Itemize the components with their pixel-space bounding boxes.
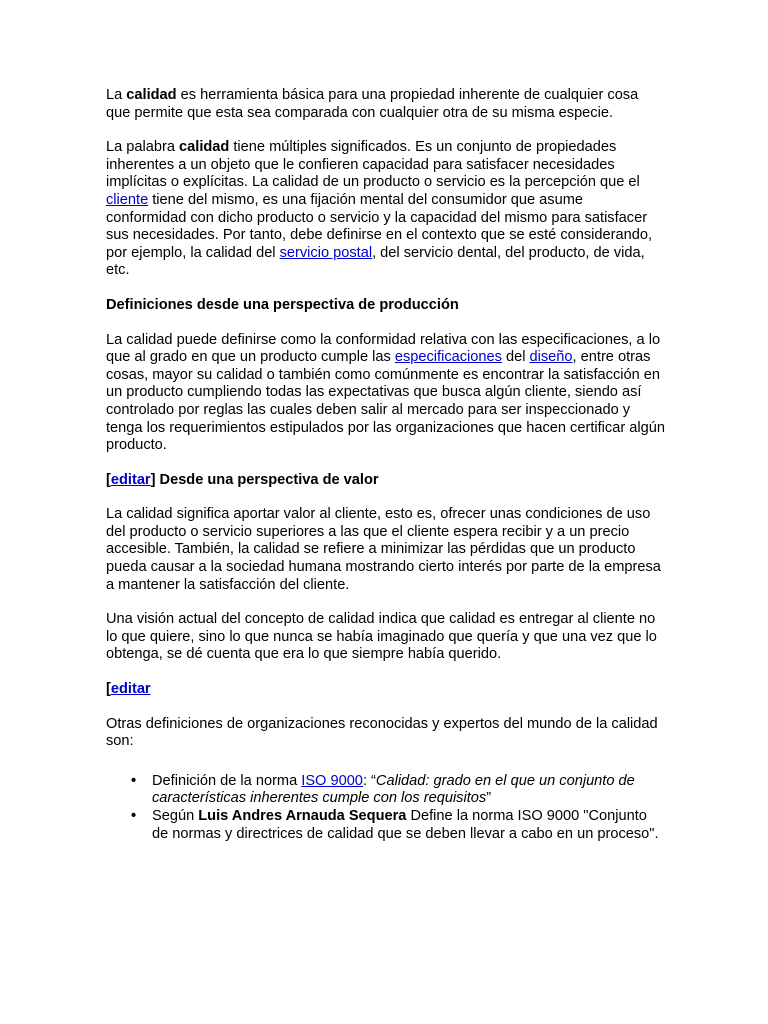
especificaciones-link[interactable]: especificaciones (394, 349, 502, 366)
definitions-list (106, 773, 666, 843)
list-item: • Según Luis Andres Arnauda Sequera Define la norma ISO 9000 "Conjunto de normas y directrices de calidad que se deben llevar a cabo en un proceso". (131, 808, 659, 842)
valor-paragraph: La calidad significa aportar valor al cliente, esto es, ofrecer unas condiciones de uso del producto o servicio superiores a las que el cliente espera recibir y a un precio accesible. También, la calidad se refiere a minimizar las pérdidas que un producto pueda causar a la sociedad humana mostrando cierto interés por parte de la empresa a mantener la satisfacción del cliente. (106, 506, 661, 593)
term-calidad: calidad (179, 139, 230, 156)
intro-paragraph: La calidad es herramienta básica para una propiedad inherente de cualquier cosa que permite que esta sea comparada con cualquier otra de su misma especie. (106, 87, 639, 121)
list-item: • Definición de la norma ISO 9000: “Calidad: grado en el que un conjunto de características inherentes cumple con los requisitos” (131, 772, 635, 807)
section-heading-produccion: Definiciones desde una perspectiva de producción (106, 296, 459, 313)
author-name: Luis Andres Arnauda Sequera (198, 808, 407, 824)
servicio-postal-link[interactable]: servicio postal (279, 244, 373, 261)
document-page (106, 87, 666, 843)
edit-link[interactable]: editar (110, 471, 151, 488)
definition-paragraph: La palabra calidad tiene múltiples significados. Es un conjunto de propiedades inherentes a un objeto que le confieren capacidad para satisfacer necesidades implícitas o explícitas. La calidad de un producto o servicio es la percepción que el cliente tiene del mismo, es una fijación mental del consumidor que asume conformidad con dicho producto o servicio y la capacidad del mismo para satisfacer sus necesidades. Por tanto, debe definirse en el contexto que se esté considerando, por ejemplo, la calidad del servicio postal, del servicio dental, del producto, de vida, etc. (106, 139, 653, 279)
iso-definition-quote: Calidad: grado en el que un conjunto de características inherentes cumple con los requisitos (152, 772, 635, 807)
vision-paragraph: Una visión actual del concepto de calidad indica que calidad es entregar al cliente no lo que quiere, sino lo que nunca se había imaginado que quería y que una vez que lo obtenga, se dé cuenta que era lo que siempre había querido. (106, 611, 657, 663)
iso-9000-link[interactable]: ISO 9000 (301, 772, 363, 789)
produccion-paragraph: La calidad puede definirse como la conformidad relativa con las especificaciones, a lo que al grado en que un producto cumple las especificaciones del diseño, entre otras cosas, mayor su calidad o también como comúnmente es encontrar la satisfacción en un producto cumpliendo todas las expectativas que busca algún cliente, siendo así controlado por reglas las cuales deben salir al mercado para ser inspeccionado y tenga los requerimientos estipulados por las organizaciones que hacen certificar algún producto. (106, 331, 665, 454)
cliente-link[interactable]: cliente (106, 191, 149, 208)
term-calidad: calidad (126, 87, 177, 103)
section-heading-edit: [editar (106, 681, 151, 698)
bullet-icon: • (131, 808, 137, 824)
bullet-icon: • (131, 772, 137, 789)
otras-definiciones-paragraph: Otras definiciones de organizaciones reconocidas y expertos del mundo de la calidad son: (106, 715, 658, 750)
diseno-link[interactable]: diseño (529, 349, 573, 366)
section-heading-valor: [editar] Desde una perspectiva de valor (106, 471, 379, 488)
edit-link[interactable]: editar (110, 681, 151, 698)
